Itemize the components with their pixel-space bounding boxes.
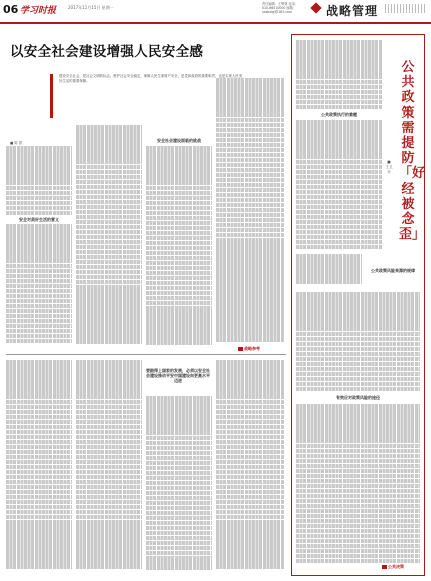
main-source-tag: 战略参考 [238, 346, 260, 352]
main-column-1a [6, 146, 72, 216]
side-column-1b [296, 120, 382, 250]
main-column-8 [216, 360, 284, 572]
main-subhead-2: 安全社会建设面临的挑战 [157, 138, 201, 143]
side-column-2a [296, 254, 362, 284]
page-number: 06 [3, 3, 19, 16]
side-subhead-1: 公共政策执行的难题 [321, 112, 357, 117]
main-column-3 [146, 146, 212, 346]
issue-date: 2017年11月15日 星期一 [68, 5, 114, 10]
decorative-stripes [385, 4, 425, 13]
section-title: 战略管理 [326, 4, 379, 18]
main-column-2 [76, 125, 142, 347]
main-article-lead: 建设安全社会，是社会文明的标志。维护社会安全稳定，保障人民生命财产安全，是党和政府的重要职责，也是实现人民美好生活的重要保障。 [50, 74, 244, 118]
side-column-1a [296, 40, 382, 110]
main-column-7 [146, 396, 212, 572]
side-column-3 [296, 404, 420, 564]
main-column-1b [6, 224, 72, 344]
main-column-5 [6, 360, 72, 572]
side-source-tag: 公共决策 [382, 564, 404, 570]
main-column-6 [76, 360, 142, 572]
pull-quote: 要跟得上国家的发展，必须以安全社会建设推动平安中国建设向更高水平迈进 [146, 368, 210, 384]
main-column-4 [216, 78, 284, 346]
section-diamond-icon [310, 2, 321, 13]
main-article-author: ■ 陈 国 [10, 141, 23, 145]
page-header [0, 0, 431, 24]
side-subhead-2: 公共政策风险来源的规律 [371, 268, 415, 273]
main-divider [6, 354, 286, 355]
main-article-title: 以安全社会建设增强人民安全感 [10, 44, 204, 60]
side-column-2b [296, 292, 420, 392]
newspaper-name: 学习时报 [20, 6, 57, 16]
side-article-author: ■ 王卫东 [385, 160, 393, 174]
main-subhead-1: 安全对美好生活的意义 [19, 217, 59, 222]
side-subhead-3: 有效应对政策风险的途径 [336, 395, 380, 400]
header-rule [0, 22, 431, 24]
side-article-title: 公共政策需提防「好经被念歪」 [399, 60, 426, 243]
editor-info: 责任编辑：王辉林 电话：010-66510000 邮箱：xxsbzlgl@163.com [262, 2, 299, 14]
